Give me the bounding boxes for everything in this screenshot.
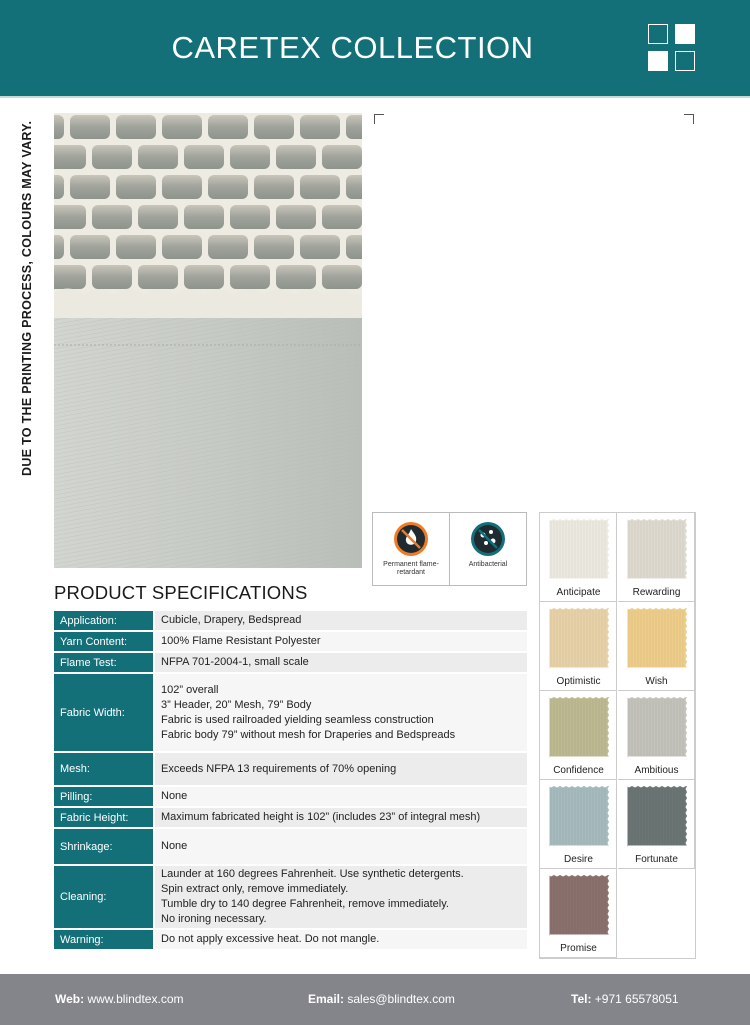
spec-label: Fabric Width:	[54, 674, 155, 751]
spec-value-line: Do not apply excessive heat. Do not mangle.	[161, 933, 380, 945]
feature-antibacterial	[449, 513, 526, 585]
tel-link[interactable]: +971 65578051	[594, 992, 679, 1006]
swatch-optimistic[interactable]	[540, 602, 617, 691]
header-divider	[0, 96, 750, 98]
spec-row	[54, 787, 527, 806]
email-link[interactable]: sales@blindtex.com	[347, 992, 455, 1006]
feature-flame-retardant	[373, 513, 449, 585]
spec-row	[54, 611, 527, 630]
swatch-name: Confidence	[553, 765, 604, 776]
swatch-name: Ambitious	[634, 765, 679, 776]
swatch-name: Rewarding	[632, 587, 681, 598]
tel-label: Tel:	[571, 992, 592, 1006]
swatch-sample	[548, 697, 609, 758]
spec-value	[155, 808, 527, 827]
specifications-heading: PRODUCT SPECIFICATIONS	[54, 582, 308, 603]
antibacterial-icon	[470, 521, 506, 557]
spec-row	[54, 866, 527, 928]
feature-label: Permanent flame-retardant	[383, 561, 439, 577]
spec-value-line: 100% Flame Resistant Polyester	[161, 635, 321, 647]
spec-value	[155, 653, 527, 672]
footer	[0, 974, 750, 1025]
spec-value-line: 3” Header, 20” Mesh, 79” Body	[161, 698, 312, 711]
header-banner	[0, 0, 750, 96]
spec-label: Yarn Content:	[54, 632, 155, 651]
footer-phone	[571, 992, 679, 1006]
flame-retardant-icon	[393, 521, 429, 557]
swatch-wish[interactable]	[618, 602, 695, 691]
spec-row	[54, 753, 527, 785]
spec-row	[54, 808, 527, 827]
swatch-desire[interactable]	[540, 780, 617, 869]
swatch-name: Anticipate	[556, 587, 601, 598]
spec-row	[54, 930, 527, 949]
spec-value	[155, 753, 527, 785]
swatch-anticipate[interactable]	[540, 513, 617, 602]
frame-corner-top-right	[684, 114, 694, 124]
spec-value	[155, 787, 527, 806]
spec-row	[54, 829, 527, 864]
web-link[interactable]: www.blindtex.com	[87, 992, 184, 1006]
swatch-sample	[626, 786, 687, 847]
spec-value-line: None	[161, 840, 188, 852]
swatch-rewarding[interactable]	[618, 513, 695, 602]
swatch-sample	[548, 608, 609, 669]
spec-row	[54, 632, 527, 651]
spec-row	[54, 674, 527, 751]
spec-value	[155, 611, 527, 630]
spec-value-line: None	[161, 790, 188, 802]
spec-value-line: Exceeds NFPA 13 requirements of 70% opening	[161, 762, 397, 775]
swatch-promise[interactable]	[540, 869, 617, 958]
swatch-fortunate[interactable]	[618, 780, 695, 869]
spec-value-line: 102” overall	[161, 683, 219, 696]
swatch-sample	[626, 608, 687, 669]
spec-label: Fabric Height:	[54, 808, 155, 827]
swatch-confidence[interactable]	[540, 691, 617, 780]
spec-label: Mesh:	[54, 753, 155, 785]
fabric-photo	[54, 113, 362, 568]
swatch-name: Promise	[560, 943, 597, 954]
swatch-sample	[548, 875, 609, 936]
spec-label: Shrinkage:	[54, 829, 155, 864]
spec-value-line: No ironing necessary.	[161, 913, 267, 925]
spec-value-line: Launder at 160 degrees Fahrenheit. Use synthetic detergents.	[161, 868, 464, 880]
spec-value	[155, 866, 527, 928]
four-squares-icon	[648, 24, 696, 72]
web-label: Web:	[55, 992, 85, 1006]
swatch-name: Fortunate	[635, 854, 678, 865]
spec-row	[54, 653, 527, 672]
spec-value-line: Fabric body 79” without mesh for Draperies and Bedspreads	[161, 728, 456, 741]
spec-label: Cleaning:	[54, 866, 155, 928]
spec-value-line: NFPA 701-2004-1, small scale	[161, 656, 309, 668]
swatch-sample	[548, 786, 609, 847]
spec-value-line: Spin extract only, remove immediately.	[161, 883, 349, 895]
spec-label: Pilling:	[54, 787, 155, 806]
swatch-ambitious[interactable]	[618, 691, 695, 780]
swatch-sample	[548, 519, 609, 580]
swatch-name: Wish	[645, 676, 668, 687]
specifications-table	[54, 609, 527, 951]
color-disclaimer: DUE TO THE PRINTING PROCESS, COLOURS MAY VARY.	[20, 120, 34, 476]
footer-web	[55, 992, 184, 1006]
feature-badges	[372, 512, 527, 586]
footer-email	[308, 992, 455, 1006]
swatch-sample	[626, 697, 687, 758]
feature-label: Antibacterial	[468, 561, 508, 568]
spec-value-line: Cubicle, Drapery, Bedspread	[161, 614, 302, 626]
spec-label: Warning:	[54, 930, 155, 949]
spec-value	[155, 930, 527, 949]
swatch-name: Optimistic	[556, 676, 601, 687]
spec-value	[155, 632, 527, 651]
spec-value	[155, 674, 527, 751]
spec-label: Flame Test:	[54, 653, 155, 672]
spec-value-line: Maximum fabricated height is 102” (includes 23” of integral mesh)	[161, 811, 481, 823]
color-swatches	[539, 512, 696, 959]
spec-label: Application:	[54, 611, 155, 630]
spec-value-line: Tumble dry to 140 degree Fahrenheit, remove immediately.	[161, 898, 449, 910]
swatch-name: Desire	[564, 854, 593, 865]
swatch-sample	[626, 519, 687, 580]
page-title: CARETEX COLLECTION	[171, 30, 534, 65]
email-label: Email:	[308, 992, 345, 1006]
frame-corner-top-left	[374, 114, 384, 124]
spec-value	[155, 829, 527, 864]
spec-value-line: Fabric is used railroaded yielding seamless construction	[161, 713, 434, 726]
